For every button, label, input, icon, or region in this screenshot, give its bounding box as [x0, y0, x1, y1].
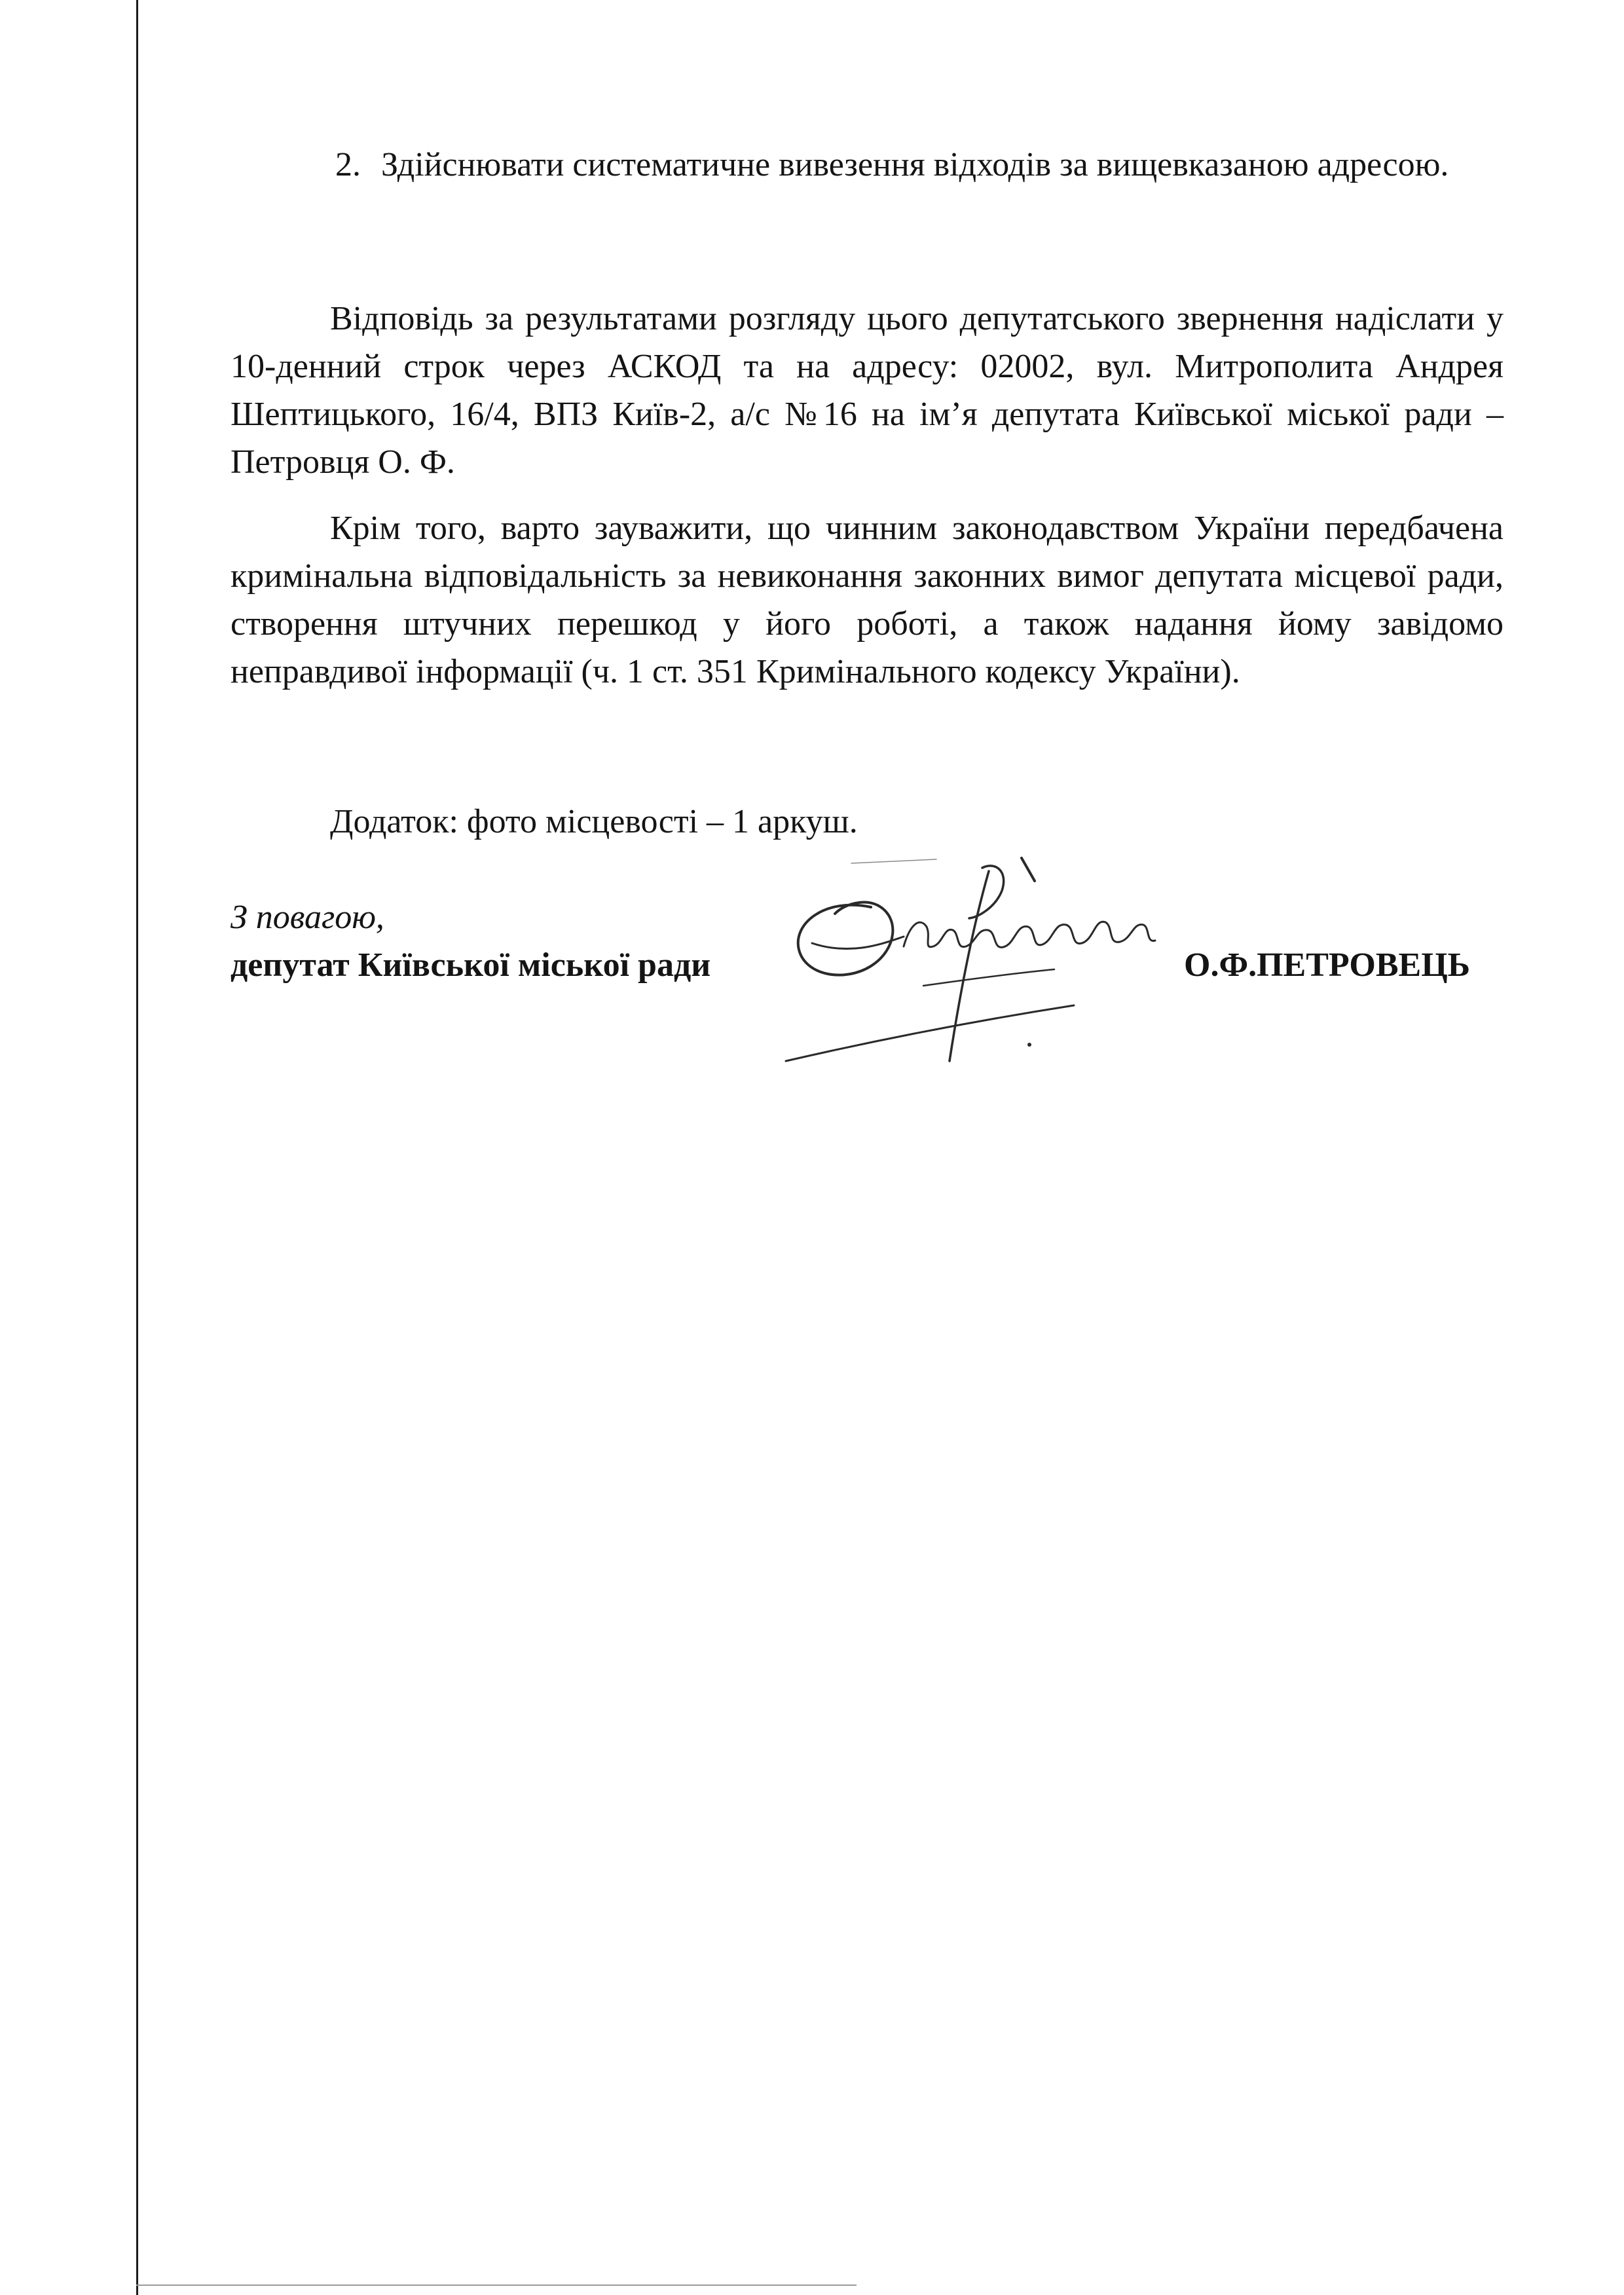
signer-name: О.Ф.ПЕТРОВЕЦЬ [1184, 946, 1471, 984]
attachment-note: Додаток: фото місцевості – 1 аркуш. [330, 803, 858, 840]
signer-position: депутат Київської міської ради [231, 946, 711, 984]
paragraph-response-request: Відповідь за результатами розгляду цього депутатського звернення надіслати у 10-денний строк через АСКОД та на адресу: 02002, вул. Митрополита Андрея Шептицького, 16/4, ВПЗ Київ-2, а/с №16 на ім’я депутата Київської міської ради – Петровця О. Ф. [231, 300, 1504, 481]
list-item-2 [335, 141, 1504, 189]
list-item-text: Здійснювати систематичне вивезення відходів за вищевказаною адресою. [381, 146, 1449, 183]
list-item-number: 2. [335, 146, 361, 183]
handwritten-signature-icon [773, 845, 1192, 1081]
left-margin-line [136, 0, 138, 2295]
closing-salutation: З повагою, [231, 899, 384, 936]
paragraph-legal-notice: Крім того, варто зауважити, що чинним законодавством України передбачена кримінальна відповідальність за невиконання законних вимог депутата місцевої ради, створення штучних перешкод у його роботі, а також надання йому завідомо неправдивої інформації (ч. 1 ст. 351 Кримінального кодексу України). [231, 510, 1504, 690]
bottom-margin-line [136, 2285, 857, 2286]
